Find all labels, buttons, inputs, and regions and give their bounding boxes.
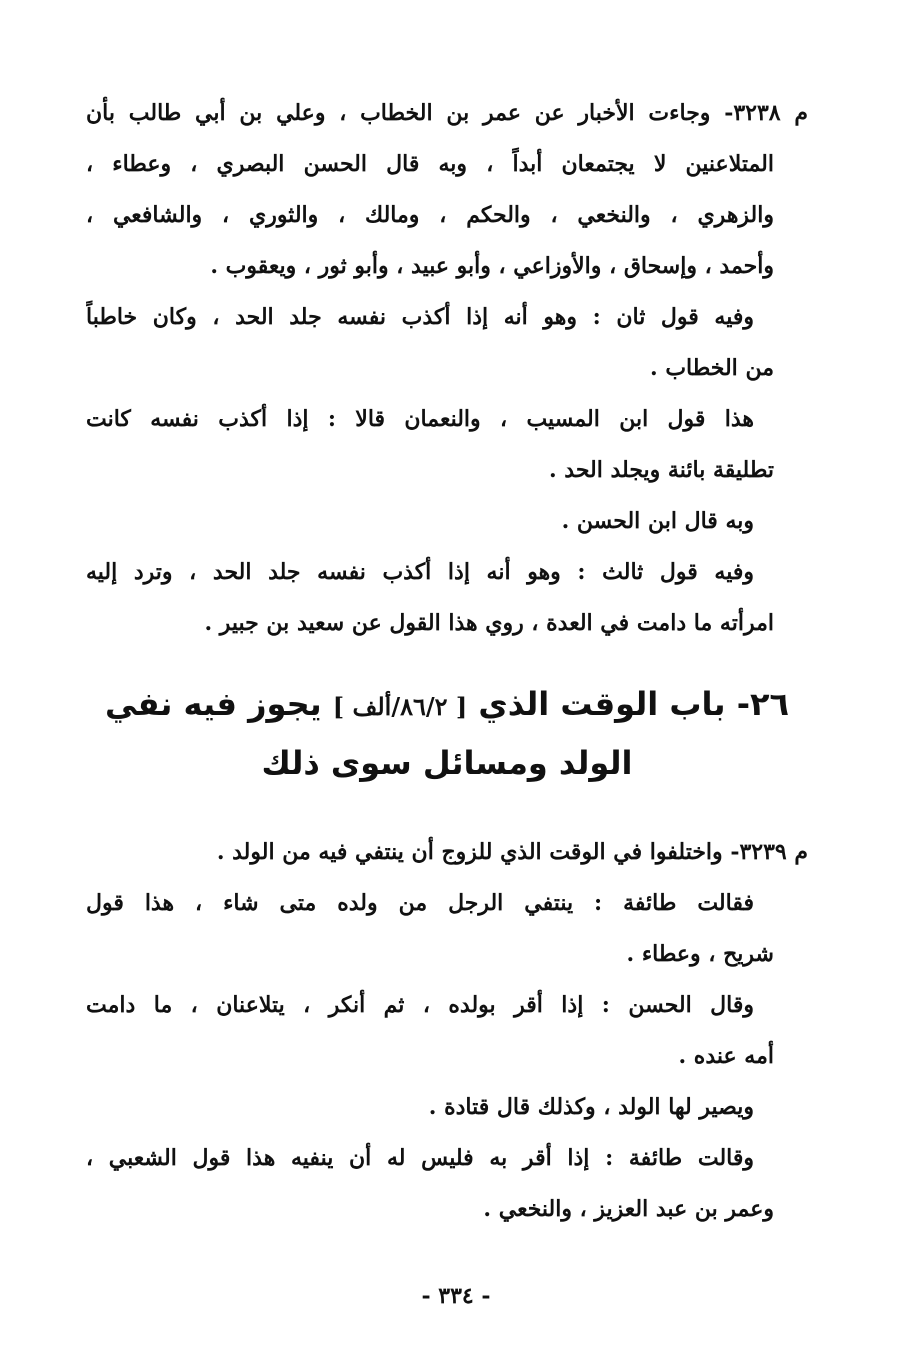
text-line: هذا قول ابن المسيب ، والنعمان قالا : إذا أكذب نفسه كانت [86,406,754,432]
text-line: وبه قال ابن الحسن . [561,508,754,534]
text-line: وفيه قول ثان : وهو أنه إذا أكذب نفسه جلد الحد ، وكان خاطباً [86,304,754,330]
manuscript-folio-ref: [ ٨٦/٢/ألف ] [332,692,468,721]
text-line: وعمر بن عبد العزيز ، والنخعي . [483,1196,774,1222]
text-line: تطليقة بائنة ويجلد الحد . [548,457,774,483]
text-line: من الخطاب . [650,355,774,381]
text-line: والزهري ، والنخعي ، والحكم ، ومالك ، والثوري ، والشافعي ، [86,202,774,228]
entry-3239 [86,827,808,1235]
text-line: م ٣٢٣٩- واختلفوا في الوقت الذي للزوج أن ينتفي فيه من الولد . [216,839,808,865]
text-line: شريح ، وعطاء . [626,941,774,967]
text-line: وقالت طائفة : إذا أقر به فليس له أن ينفيه هذا قول الشعبي ، [86,1145,754,1171]
section-heading-line-1 [86,676,808,735]
text-line: امرأته ما دامت في العدة ، روي هذا القول عن سعيد بن جبير . [204,610,774,636]
section-heading-line-2: الولد ومسائل سوى ذلك [261,744,633,782]
text-line: أمه عنده . [678,1043,774,1069]
section-title-suffix: يجوز فيه نفي [104,685,322,723]
section-heading [86,676,808,791]
text-line: م ٣٢٣٨- وجاءت الأخبار عن عمر بن الخطاب ، وعلي بن أبي طالب بأن [86,100,808,126]
text-line: المتلاعنين لا يجتمعان أبداً ، وبه قال الحسن البصري ، وعطاء ، [86,151,774,177]
text-line: فقالت طائفة : ينتفي الرجل من ولده متى شاء ، هذا قول [86,890,754,916]
page-number: - ٣٣٤ - [421,1283,491,1309]
text-line: وفيه قول ثالث : وهو أنه إذا أكذب نفسه جلد الحد ، وترد إليه [86,559,754,585]
text-line: وقال الحسن : إذا أقر بولده ، ثم أنكر ، يتلاعنان ، ما دامت [86,992,754,1018]
entry-3238 [86,88,808,649]
text-line: وأحمد ، وإسحاق ، والأوزاعي ، وأبو عبيد ، وأبو ثور ، ويعقوب . [210,253,774,279]
text-line: ويصير لها الولد ، وكذلك قال قتادة . [428,1094,754,1120]
section-title-prefix: ٢٦- باب الوقت الذي [478,685,790,723]
